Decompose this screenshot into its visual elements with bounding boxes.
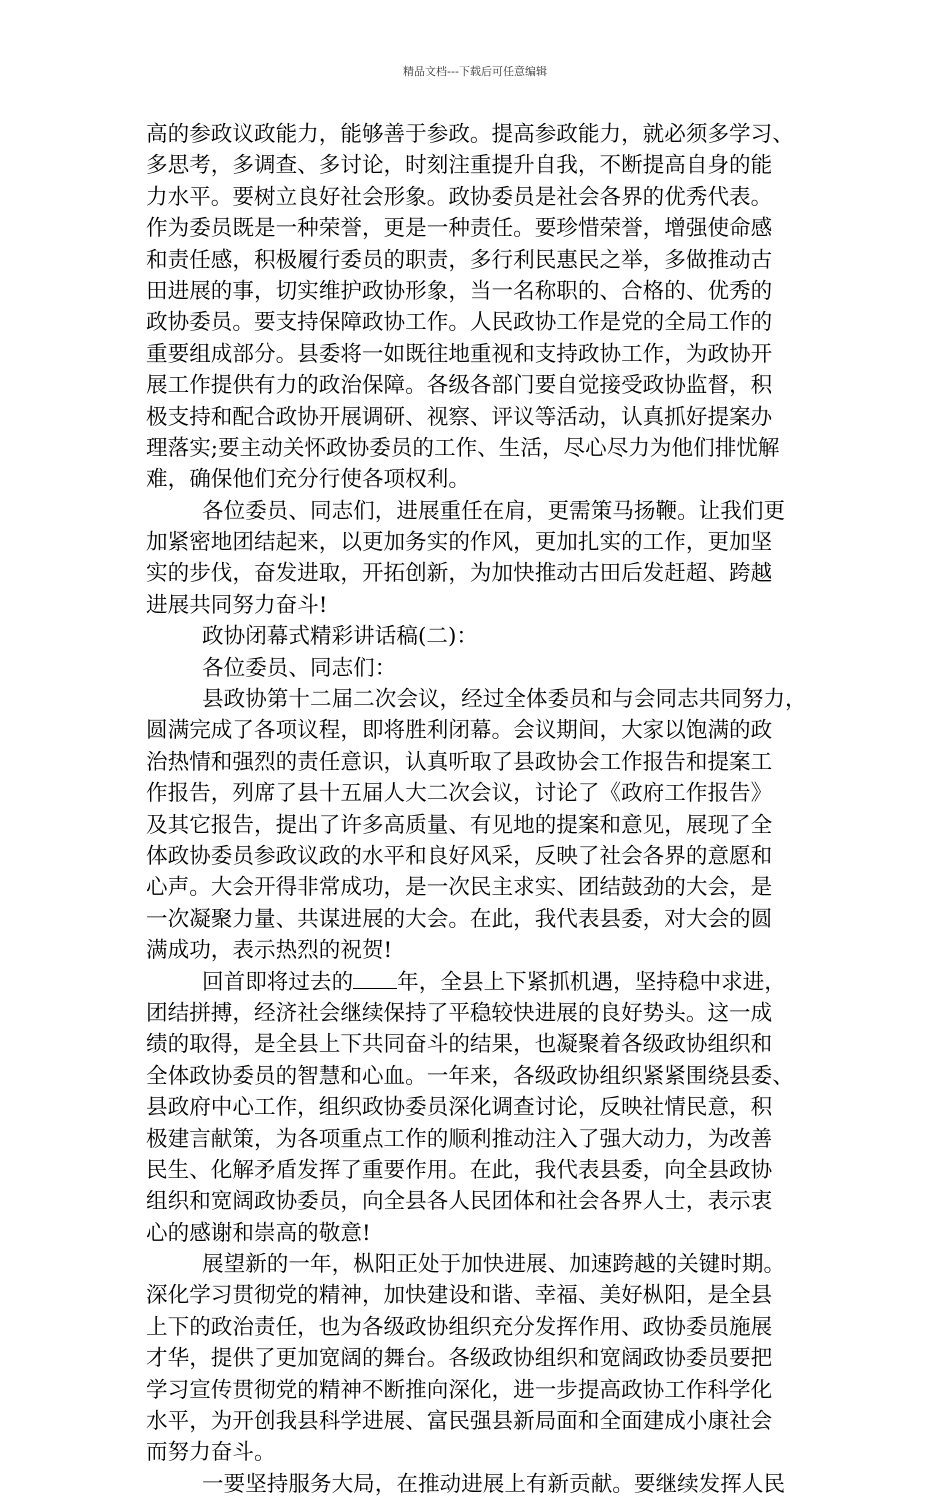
text-line-content: 才华，提供了更加宽阔的舞台。各级政协组织和宽阔政协委员要把: [146, 1346, 773, 1372]
text-line: [146, 1375, 810, 1406]
text-line: [146, 684, 810, 715]
text-line: [146, 245, 810, 276]
text-line-content: 治热情和强烈的责任意识，认真听取了县政协会工作报告和提案工: [146, 749, 773, 775]
page-header: 精品文档---下载后可任意编辑: [403, 65, 547, 78]
text-line-content: 体政协委员参政议政的水平和良好风采，反映了社会各界的意愿和: [146, 843, 773, 869]
text-line: [146, 370, 810, 401]
text-line: [146, 182, 810, 213]
text-line-content: 加紧密地团结起来，以更加务实的作风，更加扎实的工作，更加坚: [146, 530, 773, 556]
text-line-content: 政协委员。要支持保障政协工作。人民政协工作是党的全局工作的: [146, 310, 773, 336]
text-line-content: 高的参政议政能力，能够善于参政。提高参政能力，就必须多学习、: [146, 122, 794, 147]
text-line-content: 学习宣传贯彻党的精神不断推向深化，进一步提高政协工作科学化: [146, 1377, 773, 1403]
text-line-content: 圆满完成了各项议程，即将胜利闭幕。会议期间，大家以饱满的政: [146, 718, 773, 744]
text-line-content: 回首即将过去的: [202, 969, 354, 995]
text-line: [146, 1406, 810, 1437]
text-line-content: 进展共同努力奋斗!: [146, 592, 328, 618]
text-line: [146, 778, 810, 809]
text-line-content: 民生、化解矛盾发挥了重要作用。在此，我代表县委，向全县政协: [146, 1157, 773, 1183]
text-line: [146, 904, 810, 935]
text-line: [146, 935, 810, 966]
text-line-content: 团结拼搏，经济社会继续保持了平稳较快进展的良好势头。这一成: [146, 1000, 773, 1026]
text-line-content: 一次凝聚力量、共谋进展的大会。在此，我代表县委，对大会的圆: [146, 906, 773, 932]
text-line: [146, 1029, 810, 1060]
text-line: [146, 1437, 810, 1468]
text-line-content: 心声。大会开得非常成功，是一次民主求实、团结鼓劲的大会，是: [146, 875, 773, 901]
text-line-content: 作报告，列席了县十五届人大二次会议，讨论了《政府工作报告》: [146, 781, 773, 807]
text-line: [146, 119, 810, 150]
text-line: [146, 213, 810, 244]
text-line: [146, 150, 810, 181]
text-line-content: 重要组成部分。县委将一如既往地重视和支持政协工作，为政协开: [146, 341, 773, 367]
text-line: [146, 276, 810, 307]
text-line-content: 组织和宽阔政协委员，向全县各人民团体和社会各界人士，表示衷: [146, 1189, 773, 1215]
text-line: [146, 1061, 810, 1092]
text-line-content: 多思考，多调查、多讨论，时刻注重提升自我，不断提高自身的能: [146, 153, 773, 179]
text-line: [146, 1092, 810, 1123]
text-line-content: 各位委员、同志们，进展重任在肩，更需策马扬鞭。让我们更: [202, 498, 786, 524]
text-line: [146, 402, 810, 433]
text-line: [146, 433, 810, 464]
text-line-content: 力水平。要树立良好社会形象。政协委员是社会各界的优秀代表。: [146, 184, 773, 210]
text-line-content: 水平，为开创我县科学进展、富民强县新局面和全面建成小康社会: [146, 1409, 773, 1435]
text-line-content: 县政府中心工作，组织政协委员深化调查讨论，反映社情民意，积: [146, 1095, 773, 1121]
text-line-content: 县政协第十二届二次会议，经过全体委员和与会同志共同努力，: [202, 687, 807, 713]
text-line: [146, 1280, 810, 1311]
text-line-content: 一要坚持服务大局，在推动进展上有新贡献。要继续发挥人民: [202, 1471, 786, 1497]
text-line: [146, 1249, 810, 1280]
text-line-content: 田进展的事，切实维护政协形象，当一名称职的、合格的、优秀的: [146, 278, 773, 304]
text-line-content: 展望新的一年，枞阳正处于加快进展、加速跨越的关键时期。: [202, 1252, 786, 1278]
text-line: [146, 653, 810, 684]
text-line: [146, 841, 810, 872]
text-line-content: 上下的政治责任，也为各级政协组织充分发挥作用、政协委员施展: [146, 1314, 773, 1340]
text-line: [146, 307, 810, 338]
text-line-content: 全体政协委员的智慧和心血。一年来，各级政协组织紧紧围绕县委、: [146, 1063, 794, 1089]
text-line-content: 和责任感，积极履行委员的职责，多行利民惠民之举，多做推动古: [146, 247, 773, 273]
text-line: [146, 747, 810, 778]
text-line: [146, 1469, 810, 1500]
text-line-content: 难，确保他们充分行使各项权利。: [146, 467, 470, 493]
document-body: [146, 119, 810, 1500]
text-line-content: 展工作提供有力的政治保障。各级各部门要自觉接受政协监督，积: [146, 373, 773, 399]
text-line: [146, 967, 810, 998]
text-line-content-continued: 年，全县上下紧抓机遇，坚持稳中求进，: [397, 969, 786, 995]
text-line-content: 深化学习贯彻党的精神，加快建设和谐、幸福、美好枞阳，是全县: [146, 1283, 773, 1309]
text-line-content: 满成功，表示热烈的祝贺!: [146, 938, 393, 964]
text-line: [146, 1155, 810, 1186]
text-line: [146, 339, 810, 370]
text-line-content: 心的感谢和崇高的敬意!: [146, 1220, 371, 1246]
text-line: [146, 872, 810, 903]
text-line-content: 理落实;要主动关怀政协委员的工作、生活，尽心尽力为他们排忧解: [146, 435, 780, 461]
text-line: [146, 998, 810, 1029]
text-line: [146, 1312, 810, 1343]
text-line-content: 而努力奋斗。: [146, 1440, 276, 1466]
text-line: [146, 810, 810, 841]
text-line: [146, 558, 810, 589]
text-line: [146, 464, 810, 495]
text-line-content: 政协闭幕式精彩讲话稿(二)：: [202, 624, 478, 650]
text-line: [146, 621, 810, 652]
text-line-content: 作为委员既是一种荣誉，更是一种责任。要珍惜荣誉，增强使命感: [146, 216, 773, 242]
text-line: [146, 1343, 810, 1374]
text-line-content: 实的步伐，奋发进取，开拓创新，为加快推动古田后发赶超、跨越: [146, 561, 773, 587]
text-line: [146, 1218, 810, 1249]
text-line: [146, 715, 810, 746]
text-line: [146, 1186, 810, 1217]
text-line-content: 极支持和配合政协开展调研、视察、评议等活动，认真抓好提案办: [146, 404, 773, 430]
text-line-content: 各位委员、同志们：: [202, 655, 397, 681]
text-line-content: 绩的取得，是全县上下共同奋斗的结果，也凝聚着各级政协组织和: [146, 1032, 773, 1058]
text-line-content: 极建言献策，为各项重点工作的顺利推动注入了强大动力，为改善: [146, 1126, 773, 1152]
text-line: [146, 590, 810, 621]
text-line: [146, 527, 810, 558]
fill-in-blank: [353, 970, 397, 989]
text-line: [146, 496, 810, 527]
text-line: [146, 1124, 810, 1155]
text-line-content: 及其它报告，提出了许多高质量、有见地的提案和意见，展现了全: [146, 812, 773, 838]
